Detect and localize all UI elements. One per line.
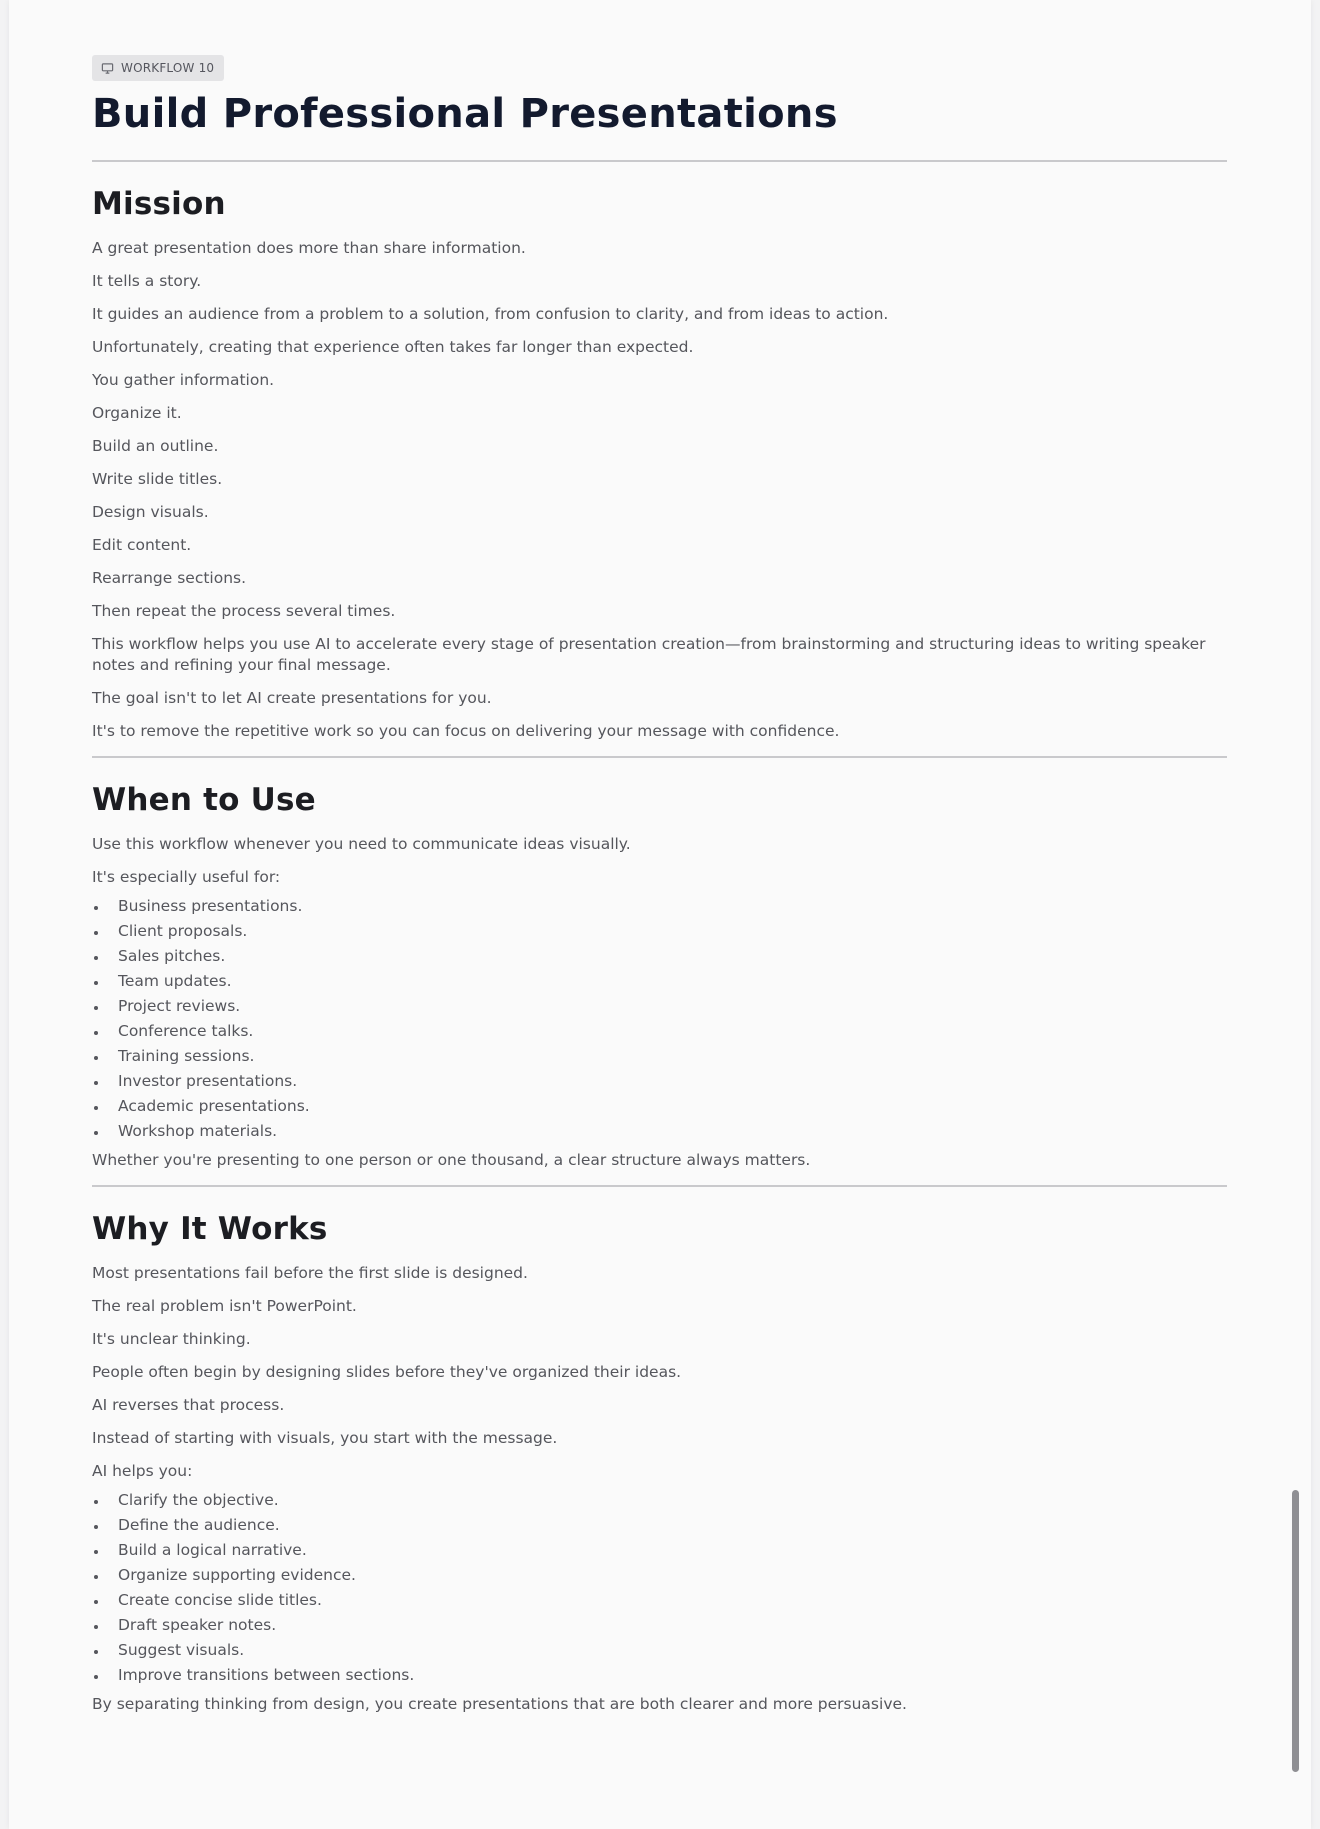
list-item: Workshop materials. — [118, 1121, 1227, 1142]
list-item: Suggest visuals. — [118, 1640, 1227, 1661]
when-to-use-outro: Whether you're presenting to one person or one thousand, a clear structure always matters. — [92, 1151, 811, 1169]
list-item: Build a logical narrative. — [118, 1540, 1227, 1561]
when-to-use-intro: Use this workflow whenever you need to communicate ideas visually. — [92, 835, 631, 853]
mission-paragraph: Unfortunately, creating that experience often takes far longer than expected. — [92, 338, 694, 356]
why-it-works-paragraph: People often begin by designing slides before they've organized their ideas. — [92, 1363, 682, 1381]
list-item: Sales pitches. — [118, 946, 1227, 967]
section-divider — [92, 756, 1227, 758]
benefit-list — [92, 1490, 1227, 1686]
why-it-works-paragraph: AI helps you: — [92, 1462, 193, 1480]
list-item: Define the audience. — [118, 1515, 1227, 1536]
mission-paragraph: You gather information. — [92, 371, 275, 389]
title-divider — [92, 160, 1227, 162]
why-it-works-paragraph: Most presentations fail before the first slide is designed. — [92, 1264, 528, 1282]
list-item: Client proposals. — [118, 921, 1227, 942]
why-it-works-paragraph: AI reverses that process. — [92, 1396, 285, 1414]
mission-heading: Mission — [92, 186, 226, 222]
document-content — [92, 55, 1227, 1715]
mission-paragraph: It's to remove the repetitive work so you can focus on delivering your message with confidence. — [92, 722, 840, 740]
mission-paragraph: This workflow helps you use AI to accelerate every stage of presentation creation—from brainstorming and structuring ideas to writing speaker notes and refining your final message. — [92, 635, 1206, 674]
section-divider — [92, 1185, 1227, 1187]
mission-paragraph: Then repeat the process several times. — [92, 602, 396, 620]
workflow-badge-label: WORKFLOW 10 — [121, 61, 215, 75]
mission-paragraph: It tells a story. — [92, 272, 202, 290]
mission-paragraph: Build an outline. — [92, 437, 219, 455]
list-item: Business presentations. — [118, 896, 1227, 917]
mission-paragraph: Design visuals. — [92, 503, 209, 521]
mission-paragraph: The goal isn't to let AI create presentations for you. — [92, 689, 492, 707]
list-item: Project reviews. — [118, 996, 1227, 1017]
why-it-works-outro: By separating thinking from design, you create presentations that are both clearer and more persuasive. — [92, 1695, 907, 1713]
why-it-works-paragraph: The real problem isn't PowerPoint. — [92, 1297, 357, 1315]
list-item: Clarify the objective. — [118, 1490, 1227, 1511]
scrollbar-thumb[interactable] — [1292, 1490, 1299, 1772]
list-item: Investor presentations. — [118, 1071, 1227, 1092]
document-page — [9, 0, 1311, 1829]
list-item: Training sessions. — [118, 1046, 1227, 1067]
list-item: Create concise slide titles. — [118, 1590, 1227, 1611]
list-item: Draft speaker notes. — [118, 1615, 1227, 1636]
list-item: Organize supporting evidence. — [118, 1565, 1227, 1586]
mission-paragraph: Edit content. — [92, 536, 192, 554]
scrollbar-track[interactable] — [1299, 0, 1311, 1829]
mission-paragraph: Organize it. — [92, 404, 182, 422]
why-it-works-paragraph: Instead of starting with visuals, you start with the message. — [92, 1429, 558, 1447]
why-it-works-heading: Why It Works — [92, 1211, 328, 1247]
list-item: Conference talks. — [118, 1021, 1227, 1042]
mission-paragraph: Rearrange sections. — [92, 569, 247, 587]
use-case-list — [92, 896, 1227, 1142]
list-item: Academic presentations. — [118, 1096, 1227, 1117]
mission-paragraph: A great presentation does more than share information. — [92, 239, 526, 257]
mission-paragraph: It guides an audience from a problem to a solution, from confusion to clarity, and from ideas to action. — [92, 305, 889, 323]
list-item: Improve transitions between sections. — [118, 1665, 1227, 1686]
mission-paragraph: Write slide titles. — [92, 470, 223, 488]
page-title: Build Professional Presentations — [92, 91, 838, 137]
list-item: Team updates. — [118, 971, 1227, 992]
why-it-works-paragraph: It's unclear thinking. — [92, 1330, 251, 1348]
when-to-use-heading: When to Use — [92, 782, 316, 818]
when-to-use-intro: It's especially useful for: — [92, 868, 281, 886]
monitor-icon — [101, 62, 114, 75]
workflow-badge — [92, 55, 224, 81]
